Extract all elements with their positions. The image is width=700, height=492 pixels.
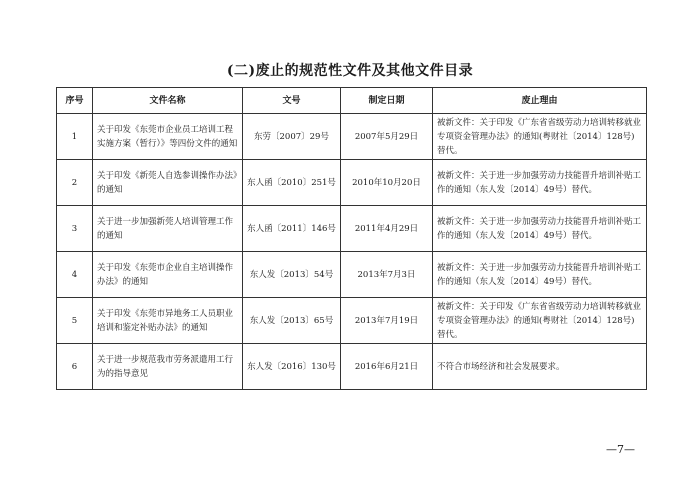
row-reason: 被新文件：关于印发《广东省省级劳动力培训转移就业专项资金管理办法》的通知(粤财社〔2014〕128号)替代。 [433,298,647,344]
table-row [57,252,647,298]
header-reason: 废止理由 [433,88,647,114]
header-number: 文号 [243,88,341,114]
row-reason: 被新文件：关于进一步加强劳动力技能晋升培训补贴工作的通知（东人发〔2014〕49号）替代。 [433,206,647,252]
row-date: 2013年7月3日 [341,252,433,298]
row-name: 关于印发《东莞市企业自主培训操作办法》的通知 [93,252,243,298]
row-name: 关于进一步规范我市劳务派遣用工行为的指导意见 [93,344,243,390]
row-number: 东人发〔2016〕130号 [243,344,341,390]
table-row [57,344,647,390]
header-name: 文件名称 [93,88,243,114]
row-number: 东人发〔2013〕54号 [243,252,341,298]
row-index: 1 [57,114,93,160]
row-date: 2011年4月29日 [341,206,433,252]
row-reason: 被新文件：关于进一步加强劳动力技能晋升培训补贴工作的通知（东人发〔2014〕49号）替代。 [433,160,647,206]
table-row [57,298,647,344]
row-name: 关于印发《东莞市异地务工人员职业培训和鉴定补贴办法》的通知 [93,298,243,344]
row-index: 6 [57,344,93,390]
table-row [57,206,647,252]
table-header-row [57,88,647,114]
page-title: (二)废止的规范性文件及其他文件目录 [226,63,474,79]
header-date: 制定日期 [341,88,433,114]
abolished-documents-table [56,87,647,390]
row-number: 东人函〔2010〕251号 [243,160,341,206]
row-index: 5 [57,298,93,344]
row-name: 关于印发《新莞人自选参训操作办法》的通知 [93,160,243,206]
row-date: 2010年10月20日 [341,160,433,206]
row-number: 东人函〔2011〕146号 [243,206,341,252]
header-index: 序号 [57,88,93,114]
row-index: 3 [57,206,93,252]
row-reason: 被新文件：关于进一步加强劳动力技能晋升培训补贴工作的通知（东人发〔2014〕49号）替代。 [433,252,647,298]
row-date: 2013年7月19日 [341,298,433,344]
page-number: —7— [606,443,635,456]
row-index: 4 [57,252,93,298]
row-number: 东人发〔2013〕65号 [243,298,341,344]
row-date: 2016年6月21日 [341,344,433,390]
row-name: 关于进一步加强新莞人培训管理工作的通知 [93,206,243,252]
row-name: 关于印发《东莞市企业员工培训工程实施方案（暂行）》等四份文件的通知 [93,114,243,160]
row-reason: 被新文件：关于印发《广东省省级劳动力培训转移就业专项资金管理办法》的通知(粤财社〔2014〕128号)替代。 [433,114,647,160]
row-index: 2 [57,160,93,206]
row-reason: 不符合市场经济和社会发展要求。 [433,344,647,390]
table-row [57,114,647,160]
row-number: 东劳〔2007〕29号 [243,114,341,160]
row-date: 2007年5月29日 [341,114,433,160]
table-row [57,160,647,206]
